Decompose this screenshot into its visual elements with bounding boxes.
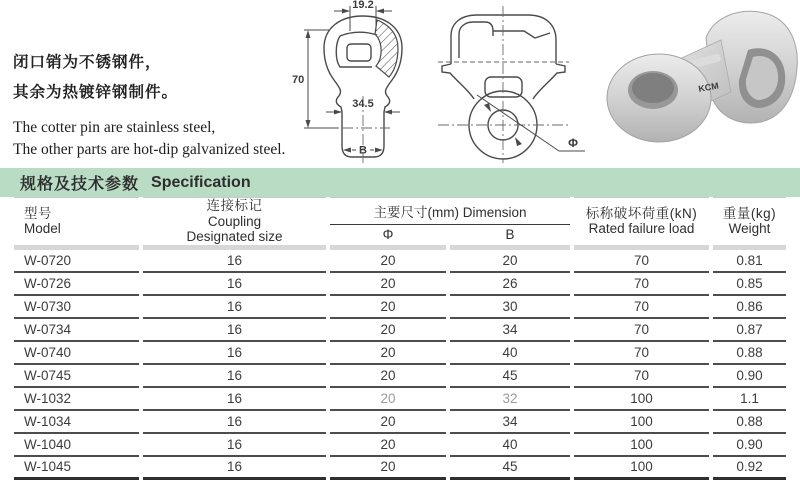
cell-coupling: 16 [143, 365, 326, 388]
cell-model: W-0730 [14, 296, 139, 319]
col-header-weight [713, 197, 786, 250]
cell-load: 70 [574, 250, 709, 273]
dim-label-19-2: 19.2 [352, 0, 374, 11]
dim-label-70: 70 [292, 74, 305, 86]
cell-model: W-0726 [14, 273, 139, 296]
cell-coupling: 16 [143, 388, 326, 411]
note-cn-line2: 其余为热镀锌钢制件。 [13, 84, 179, 101]
spec-table-body [14, 250, 786, 480]
dim-label-b: B [359, 144, 367, 157]
photo-logo: KCM [697, 80, 720, 94]
col-header-model-cn: 型号 [24, 205, 52, 221]
front-view-outline [442, 15, 565, 159]
cell-coupling: 16 [143, 319, 326, 342]
dim-label-phi: Φ [568, 136, 578, 150]
cell-model: W-0720 [14, 250, 139, 273]
cell-b: 40 [450, 342, 570, 365]
table-row [14, 342, 786, 365]
product-photo [603, 0, 800, 167]
note-cn-line1: 闭口销为不锈钢件， [13, 54, 162, 71]
table-row [14, 388, 786, 411]
cell-model: W-0745 [14, 365, 139, 388]
cell-load: 70 [574, 365, 709, 388]
col-header-model [14, 197, 139, 250]
cell-coupling: 16 [143, 296, 326, 319]
col-header-model-en: Model [24, 221, 61, 237]
cell-load: 70 [574, 273, 709, 296]
cell-phi: 20 [330, 342, 446, 365]
cell-coupling: 16 [143, 250, 326, 273]
table-row [14, 365, 786, 388]
cell-load: 100 [574, 434, 709, 457]
cell-b: 45 [450, 457, 570, 480]
technical-drawing [288, 0, 588, 170]
cell-phi: 20 [330, 273, 446, 296]
note-en-line1: The cotter pin are stainless steel, [13, 119, 216, 136]
table-row [14, 434, 786, 457]
section-header-bar [0, 168, 800, 197]
table-row [14, 296, 786, 319]
section-title-en: Specification [151, 173, 251, 191]
cell-model: W-1034 [14, 411, 139, 434]
table-row [14, 273, 786, 296]
cell-model: W-0740 [14, 342, 139, 365]
cell-phi: 20 [330, 365, 446, 388]
photo-eye-hole-shadow [632, 73, 674, 103]
col-header-weight-cn: 重量(kg) [722, 205, 777, 221]
table-row [14, 319, 786, 342]
cell-b: 30 [450, 296, 570, 319]
cell-weight: 0.90 [713, 434, 786, 457]
col-header-dimension-label: 主要尺寸(mm) Dimension [373, 204, 527, 220]
cell-model: W-1045 [14, 457, 139, 480]
cell-load: 70 [574, 319, 709, 342]
cell-phi: 20 [330, 411, 446, 434]
col-header-coupling-en2: Designated size [186, 229, 283, 244]
col-header-coupling-cn: 连接标记 [206, 198, 263, 213]
cell-b: 40 [450, 434, 570, 457]
cell-phi: 20 [330, 296, 446, 319]
table-row [14, 250, 786, 273]
col-header-weight-en: Weight [728, 221, 771, 237]
centerlines-left [304, 96, 390, 163]
cell-weight: 0.90 [713, 365, 786, 388]
cell-model: W-0734 [14, 319, 139, 342]
cell-weight: 0.92 [713, 457, 786, 480]
col-subheader-phi: Φ [330, 225, 446, 249]
cell-coupling: 16 [143, 457, 326, 480]
cell-load: 70 [574, 342, 709, 365]
cell-phi: 20 [330, 319, 446, 342]
col-header-coupling-en1: Coupling [207, 213, 262, 229]
spec-table [10, 197, 790, 480]
cell-weight: 0.88 [713, 411, 786, 434]
cell-phi: 20 [330, 434, 446, 457]
cell-phi: 20 [330, 457, 446, 480]
cell-b: 34 [450, 411, 570, 434]
dim-label-34-5: 34.5 [352, 98, 374, 110]
table-row [14, 457, 786, 480]
cell-load: 100 [574, 388, 709, 411]
cell-weight: 0.88 [713, 342, 786, 365]
cell-b: 32 [450, 388, 570, 411]
cell-model: W-1040 [14, 434, 139, 457]
cell-model: W-1032 [14, 388, 139, 411]
section-title-cn: 规格及技术参数 [20, 176, 140, 193]
col-header-load [574, 197, 709, 250]
cell-coupling: 16 [143, 342, 326, 365]
cell-weight: 0.85 [713, 273, 786, 296]
cell-load: 70 [574, 296, 709, 319]
cell-weight: 0.86 [713, 296, 786, 319]
cell-weight: 0.87 [713, 319, 786, 342]
cell-load: 100 [574, 411, 709, 434]
cell-coupling: 16 [143, 434, 326, 457]
col-header-load-cn: 标称破坏荷重(kN) [585, 205, 698, 221]
cell-b: 45 [450, 365, 570, 388]
col-header-coupling [143, 197, 326, 250]
cell-b: 26 [450, 273, 570, 296]
cell-coupling: 16 [143, 411, 326, 434]
col-subheader-b: B [450, 225, 570, 249]
note-en-line2: The other parts are hot-dip galvanized steel. [13, 141, 286, 158]
col-header-load-en: Rated failure load [588, 221, 695, 237]
cell-coupling: 16 [143, 273, 326, 296]
cell-b: 34 [450, 319, 570, 342]
cell-load: 100 [574, 457, 709, 480]
table-row [14, 411, 786, 434]
col-header-dimension [330, 197, 570, 225]
cell-phi: 20 [330, 388, 446, 411]
top-section [0, 0, 800, 167]
cell-weight: 1.1 [713, 388, 786, 411]
material-notes [13, 48, 285, 161]
cell-weight: 0.81 [713, 250, 786, 273]
spec-table-wrap [10, 197, 790, 480]
cell-phi: 20 [330, 250, 446, 273]
cell-b: 20 [450, 250, 570, 273]
